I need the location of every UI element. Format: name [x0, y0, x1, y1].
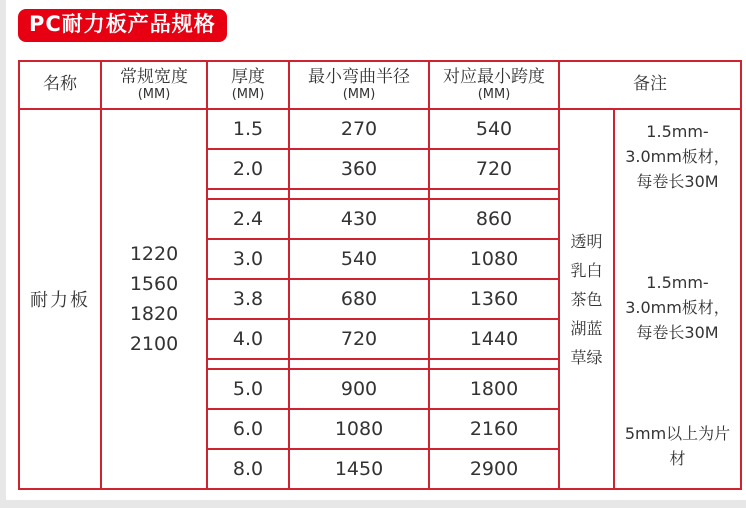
span-cell: 1440: [429, 319, 559, 359]
width-value: 1820: [129, 303, 179, 325]
widths-cell: [101, 109, 207, 489]
header-name-label: 名称: [43, 74, 77, 95]
header-span-label: 对应最小跨度: [443, 66, 545, 87]
header-name: [19, 61, 101, 109]
header-width-label: 常规宽度: [120, 66, 188, 87]
table-row: [19, 109, 741, 149]
header-row: [19, 61, 741, 109]
header-radius: [289, 61, 429, 109]
header-span-unit: (MM): [477, 87, 511, 103]
color-option: 乳白: [570, 260, 603, 280]
page-left-edge: [0, 0, 6, 508]
header-thickness-unit: (MM): [231, 87, 265, 103]
header-thickness: [207, 61, 289, 109]
product-name-cell: 耐力板: [19, 109, 101, 489]
radius-cell: 720: [289, 319, 429, 359]
span-cell: 860: [429, 199, 559, 239]
colors-list: [560, 227, 613, 372]
radius-cell: 680: [289, 279, 429, 319]
page-title: PC耐力板产品规格: [18, 9, 227, 42]
colors-cell: [559, 109, 614, 489]
notes-cell: [614, 109, 741, 489]
span-cell: 720: [429, 149, 559, 189]
span-cell: 540: [429, 109, 559, 149]
radius-cell: 540: [289, 239, 429, 279]
note-item: 1.5mm-3.0mm板材，每卷长30M: [625, 273, 730, 342]
spec-table: [18, 60, 742, 490]
span-cell: 1800: [429, 369, 559, 409]
header-thickness-label: 厚度: [231, 66, 265, 87]
thickness-cell: 4.0: [207, 319, 289, 359]
note-item: 5mm以上为片材: [624, 424, 731, 468]
radius-cell: 360: [289, 149, 429, 189]
span-cell: 1360: [429, 279, 559, 319]
thickness-cell: 1.5: [207, 109, 289, 149]
note-item: 1.5mm-3.0mm板材，每卷长30M: [625, 122, 730, 191]
width-value: 2100: [129, 333, 179, 355]
span-cell: 2160: [429, 409, 559, 449]
color-option: 草绿: [570, 347, 603, 367]
thickness-cell: 8.0: [207, 449, 289, 489]
page-bottom-edge: [0, 500, 746, 508]
header-radius-unit: (MM): [342, 87, 376, 103]
radius-cell: 1450: [289, 449, 429, 489]
header-remarks: [559, 61, 741, 109]
radius-cell: 1080: [289, 409, 429, 449]
radius-cell: 270: [289, 109, 429, 149]
color-option: 透明: [570, 231, 603, 251]
thickness-cell: 3.8: [207, 279, 289, 319]
header-span: [429, 61, 559, 109]
thickness-cell: 6.0: [207, 409, 289, 449]
thickness-cell: 5.0: [207, 369, 289, 409]
color-option: 茶色: [570, 289, 603, 309]
thickness-cell: 2.4: [207, 199, 289, 239]
header-radius-label: 最小弯曲半径: [308, 66, 410, 87]
span-cell: 2900: [429, 449, 559, 489]
thickness-cell: 3.0: [207, 239, 289, 279]
width-value: 1220: [129, 243, 179, 265]
header-width: [101, 61, 207, 109]
thickness-cell: 2.0: [207, 149, 289, 189]
radius-cell: 900: [289, 369, 429, 409]
color-option: 湖蓝: [570, 318, 603, 338]
widths-list: [102, 239, 206, 359]
radius-cell: 430: [289, 199, 429, 239]
width-value: 1560: [129, 273, 179, 295]
header-remarks-label: 备注: [633, 74, 667, 95]
notes-list: [615, 111, 740, 487]
header-width-unit: (MM): [137, 87, 171, 103]
span-cell: 1080: [429, 239, 559, 279]
